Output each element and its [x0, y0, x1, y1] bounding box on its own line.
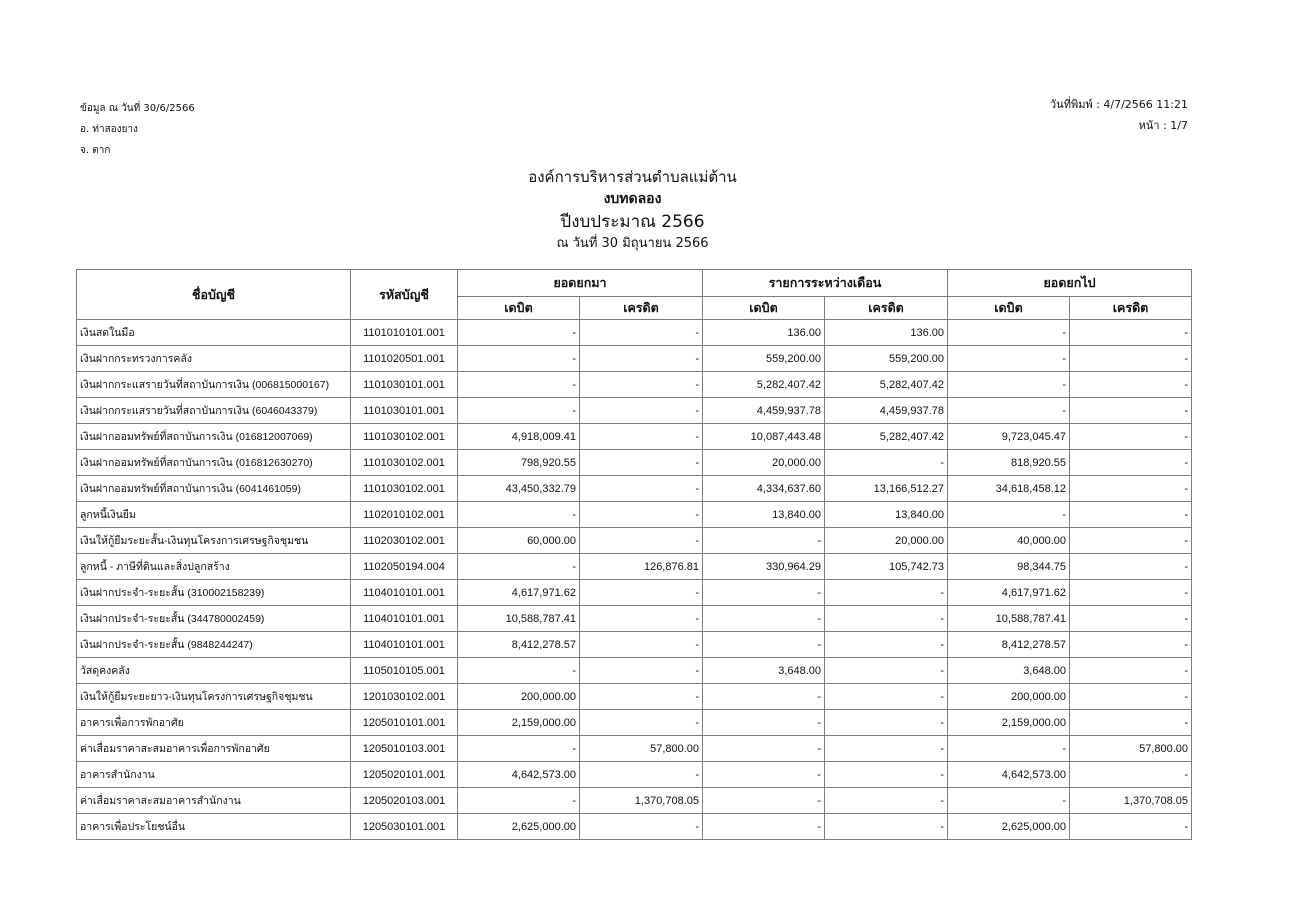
bf-credit-cell: -: [580, 528, 703, 554]
bf-debit-cell: -: [458, 346, 580, 372]
bf-credit-cell: -: [580, 684, 703, 710]
cf-debit-cell: 4,642,573.00: [948, 762, 1070, 788]
bf-credit-cell: -: [580, 346, 703, 372]
account-name: เงินฝากประจำ-ระยะสั้น (344780002459): [77, 606, 351, 632]
account-code: 1101030102.001: [351, 424, 458, 450]
account-name: เงินให้กู้ยืมระยะสั้น-เงินทุนโครงการเศรษฐกิจชุมชน: [77, 528, 351, 554]
account-name: เงินฝากประจำ-ระยะสั้น (310002158239): [77, 580, 351, 606]
bf-credit-cell: -: [580, 476, 703, 502]
bf-credit-cell: -: [580, 814, 703, 840]
cf-debit-cell: 9,723,045.47: [948, 424, 1070, 450]
bf-debit-cell: -: [458, 320, 580, 346]
header-account-code: รหัสบัญชี: [351, 270, 458, 320]
cf-credit-cell: -: [1070, 554, 1192, 580]
cf-credit-cell: -: [1070, 346, 1192, 372]
account-code: 1104010101.001: [351, 580, 458, 606]
page-number: หน้า : 1/7: [1138, 119, 1188, 132]
cf-debit-cell: -: [948, 372, 1070, 398]
account-code: 1102030102.001: [351, 528, 458, 554]
account-name: อาคารเพื่อการพักอาศัย: [77, 710, 351, 736]
table-body: [77, 320, 1192, 840]
cf-debit-cell: -: [948, 788, 1070, 814]
header-debit: เดบิต: [948, 297, 1070, 320]
month-debit-cell: 3,648.00: [703, 658, 825, 684]
bf-debit-cell: -: [458, 398, 580, 424]
month-credit-cell: 13,166,512.27: [825, 476, 948, 502]
cf-debit-cell: 4,617,971.62: [948, 580, 1070, 606]
header-month-transactions: รายการระหว่างเดือน: [703, 270, 948, 297]
account-code: 1205020103.001: [351, 788, 458, 814]
bf-debit-cell: 43,450,332.79: [458, 476, 580, 502]
month-credit-cell: -: [825, 632, 948, 658]
bf-credit-cell: -: [580, 580, 703, 606]
cf-credit-cell: -: [1070, 814, 1192, 840]
trial-balance-table: [76, 269, 1192, 840]
bf-debit-cell: 4,918,009.41: [458, 424, 580, 450]
account-code: 1205020101.001: [351, 762, 458, 788]
account-name: ลูกหนี้ - ภาษีที่ดินและสิ่งปลูกสร้าง: [77, 554, 351, 580]
account-code: 1201030102.001: [351, 684, 458, 710]
account-name: เงินฝากกระแสรายวันที่สถาบันการเงิน (006815000167): [77, 372, 351, 398]
month-credit-cell: -: [825, 736, 948, 762]
bf-credit-cell: -: [580, 398, 703, 424]
bf-credit-cell: 57,800.00: [580, 736, 703, 762]
table-row: [77, 710, 1192, 736]
bf-credit-cell: 1,370,708.05: [580, 788, 703, 814]
header-credit: เครดิต: [825, 297, 948, 320]
table-row: [77, 580, 1192, 606]
cf-debit-cell: 10,588,787.41: [948, 606, 1070, 632]
cf-credit-cell: 57,800.00: [1070, 736, 1192, 762]
table-row: [77, 372, 1192, 398]
month-debit-cell: -: [703, 684, 825, 710]
cf-credit-cell: -: [1070, 684, 1192, 710]
account-name: เงินฝากกระทรวงการคลัง: [77, 346, 351, 372]
table-row: [77, 684, 1192, 710]
account-code: 1101010101.001: [351, 320, 458, 346]
account-code: 1104010101.001: [351, 606, 458, 632]
table-row: [77, 398, 1192, 424]
cf-debit-cell: 818,920.55: [948, 450, 1070, 476]
account-name: เงินฝากประจำ-ระยะสั้น (9848244247): [77, 632, 351, 658]
cf-debit-cell: 40,000.00: [948, 528, 1070, 554]
account-name: ค่าเสื่อมราคาสะสมอาคารเพื่อการพักอาศัย: [77, 736, 351, 762]
month-debit-cell: 5,282,407.42: [703, 372, 825, 398]
bf-debit-cell: -: [458, 736, 580, 762]
month-credit-cell: -: [825, 580, 948, 606]
bf-debit-cell: 200,000.00: [458, 684, 580, 710]
month-credit-cell: 13,840.00: [825, 502, 948, 528]
table-row: [77, 554, 1192, 580]
report-titles: [0, 166, 1265, 254]
header-debit: เดบิต: [458, 297, 580, 320]
bf-credit-cell: -: [580, 762, 703, 788]
header-account-name: ชื่อบัญชี: [77, 270, 351, 320]
header-debit: เดบิต: [703, 297, 825, 320]
cf-debit-cell: -: [948, 398, 1070, 424]
cf-credit-cell: -: [1070, 606, 1192, 632]
cf-debit-cell: -: [948, 736, 1070, 762]
cf-debit-cell: 34,618,458.12: [948, 476, 1070, 502]
account-name: เงินฝากออมทรัพย์ที่สถาบันการเงิน (016812007069): [77, 424, 351, 450]
report-meta-right: [1050, 94, 1188, 136]
header-credit: เครดิต: [580, 297, 703, 320]
cf-credit-cell: -: [1070, 320, 1192, 346]
bf-credit-cell: -: [580, 372, 703, 398]
account-name: เงินฝากออมทรัพย์ที่สถาบันการเงิน (6041461059): [77, 476, 351, 502]
bf-credit-cell: -: [580, 450, 703, 476]
month-credit-cell: -: [825, 450, 948, 476]
month-debit-cell: -: [703, 788, 825, 814]
cf-debit-cell: 8,412,278.57: [948, 632, 1070, 658]
header-brought-forward: ยอดยกมา: [458, 270, 703, 297]
bf-credit-cell: -: [580, 424, 703, 450]
month-credit-cell: 559,200.00: [825, 346, 948, 372]
report-meta-left: [80, 98, 195, 161]
account-name: เงินฝากกระแสรายวันที่สถาบันการเงิน (6046043379): [77, 398, 351, 424]
cf-debit-cell: 2,625,000.00: [948, 814, 1070, 840]
month-debit-cell: 4,459,937.78: [703, 398, 825, 424]
report-title: งบทดลอง: [603, 191, 662, 207]
account-code: 1101020501.001: [351, 346, 458, 372]
table-row: [77, 320, 1192, 346]
bf-debit-cell: -: [458, 502, 580, 528]
account-name: ค่าเสื่อมราคาสะสมอาคารสำนักงาน: [77, 788, 351, 814]
header-credit: เครดิต: [1070, 297, 1192, 320]
month-credit-cell: -: [825, 710, 948, 736]
month-credit-cell: 4,459,937.78: [825, 398, 948, 424]
bf-debit-cell: 8,412,278.57: [458, 632, 580, 658]
month-debit-cell: 559,200.00: [703, 346, 825, 372]
cf-credit-cell: -: [1070, 450, 1192, 476]
account-code: 1205030101.001: [351, 814, 458, 840]
month-credit-cell: -: [825, 606, 948, 632]
table-row: [77, 450, 1192, 476]
account-code: 1104010101.001: [351, 632, 458, 658]
bf-credit-cell: -: [580, 658, 703, 684]
month-credit-cell: -: [825, 814, 948, 840]
cf-credit-cell: 1,370,708.05: [1070, 788, 1192, 814]
month-debit-cell: 13,840.00: [703, 502, 825, 528]
month-debit-cell: 136.00: [703, 320, 825, 346]
table-row: [77, 762, 1192, 788]
bf-debit-cell: -: [458, 788, 580, 814]
table-row: [77, 658, 1192, 684]
bf-debit-cell: 10,588,787.41: [458, 606, 580, 632]
bf-credit-cell: -: [580, 606, 703, 632]
cf-credit-cell: -: [1070, 372, 1192, 398]
bf-debit-cell: -: [458, 372, 580, 398]
account-name: วัสดุคงคลัง: [77, 658, 351, 684]
month-debit-cell: -: [703, 632, 825, 658]
bf-debit-cell: 4,617,971.62: [458, 580, 580, 606]
bf-debit-cell: 2,159,000.00: [458, 710, 580, 736]
table-row: [77, 346, 1192, 372]
account-code: 1105010105.001: [351, 658, 458, 684]
cf-credit-cell: -: [1070, 710, 1192, 736]
month-credit-cell: 20,000.00: [825, 528, 948, 554]
cf-debit-cell: 200,000.00: [948, 684, 1070, 710]
month-debit-cell: -: [703, 710, 825, 736]
organization-name: องค์การบริหารส่วนตำบลแม่ต้าน: [528, 168, 737, 186]
month-credit-cell: -: [825, 788, 948, 814]
month-credit-cell: 136.00: [825, 320, 948, 346]
month-debit-cell: 10,087,443.48: [703, 424, 825, 450]
bf-credit-cell: -: [580, 502, 703, 528]
fiscal-year: ปีงบประมาณ 2566: [560, 212, 705, 232]
month-credit-cell: -: [825, 762, 948, 788]
cf-debit-cell: -: [948, 346, 1070, 372]
bf-credit-cell: -: [580, 632, 703, 658]
cf-debit-cell: 98,344.75: [948, 554, 1070, 580]
account-name: เงินให้กู้ยืมระยะยาว-เงินทุนโครงการเศรษฐกิจชุมชน: [77, 684, 351, 710]
account-name: อาคารสำนักงาน: [77, 762, 351, 788]
account-name: เงินฝากออมทรัพย์ที่สถาบันการเงิน (016812630270): [77, 450, 351, 476]
bf-debit-cell: 60,000.00: [458, 528, 580, 554]
cf-credit-cell: -: [1070, 580, 1192, 606]
bf-debit-cell: 798,920.55: [458, 450, 580, 476]
month-credit-cell: 5,282,407.42: [825, 372, 948, 398]
account-code: 1205010103.001: [351, 736, 458, 762]
month-credit-cell: 5,282,407.42: [825, 424, 948, 450]
header-carried-forward: ยอดยกไป: [948, 270, 1192, 297]
bf-debit-cell: 2,625,000.00: [458, 814, 580, 840]
table-row: [77, 814, 1192, 840]
account-code: 1101030102.001: [351, 450, 458, 476]
month-debit-cell: 4,334,637.60: [703, 476, 825, 502]
cf-credit-cell: -: [1070, 528, 1192, 554]
bf-credit-cell: 126,876.81: [580, 554, 703, 580]
bf-credit-cell: -: [580, 320, 703, 346]
bf-debit-cell: -: [458, 554, 580, 580]
table-row: [77, 502, 1192, 528]
month-debit-cell: -: [703, 580, 825, 606]
table-row: [77, 528, 1192, 554]
account-code: 1205010101.001: [351, 710, 458, 736]
table-row: [77, 788, 1192, 814]
account-code: 1101030101.001: [351, 398, 458, 424]
cf-debit-cell: -: [948, 502, 1070, 528]
month-debit-cell: -: [703, 736, 825, 762]
table-row: [77, 606, 1192, 632]
province: จ. ตาก: [80, 145, 111, 156]
month-debit-cell: -: [703, 762, 825, 788]
cf-debit-cell: 2,159,000.00: [948, 710, 1070, 736]
month-credit-cell: -: [825, 684, 948, 710]
account-code: 1102050194.004: [351, 554, 458, 580]
cf-credit-cell: -: [1070, 398, 1192, 424]
account-code: 1101030102.001: [351, 476, 458, 502]
cf-credit-cell: -: [1070, 658, 1192, 684]
cf-credit-cell: -: [1070, 502, 1192, 528]
month-credit-cell: -: [825, 658, 948, 684]
month-debit-cell: 330,964.29: [703, 554, 825, 580]
month-credit-cell: 105,742.73: [825, 554, 948, 580]
cf-credit-cell: -: [1070, 632, 1192, 658]
bf-debit-cell: -: [458, 658, 580, 684]
month-debit-cell: -: [703, 814, 825, 840]
bf-debit-cell: 4,642,573.00: [458, 762, 580, 788]
account-name: อาคารเพื่อประโยชน์อื่น: [77, 814, 351, 840]
cf-credit-cell: -: [1070, 476, 1192, 502]
print-date: วันที่พิมพ์ : 4/7/2566 11:21: [1050, 98, 1188, 111]
month-debit-cell: -: [703, 528, 825, 554]
account-code: 1101030101.001: [351, 372, 458, 398]
cf-debit-cell: 3,648.00: [948, 658, 1070, 684]
cf-debit-cell: -: [948, 320, 1070, 346]
data-as-of: ข้อมูล ณ วันที่ 30/6/2566: [80, 103, 195, 114]
table-row: [77, 736, 1192, 762]
table-row: [77, 424, 1192, 450]
table-row: [77, 476, 1192, 502]
month-debit-cell: 20,000.00: [703, 450, 825, 476]
account-name: เงินสดในมือ: [77, 320, 351, 346]
account-code: 1102010102.001: [351, 502, 458, 528]
bf-credit-cell: -: [580, 710, 703, 736]
cf-credit-cell: -: [1070, 424, 1192, 450]
month-debit-cell: -: [703, 606, 825, 632]
cf-credit-cell: -: [1070, 762, 1192, 788]
report-date: ณ วันที่ 30 มิถุนายน 2566: [556, 236, 709, 251]
account-name: ลูกหนี้เงินยืม: [77, 502, 351, 528]
district: อ. ท่าสองยาง: [80, 124, 138, 135]
table-row: [77, 632, 1192, 658]
